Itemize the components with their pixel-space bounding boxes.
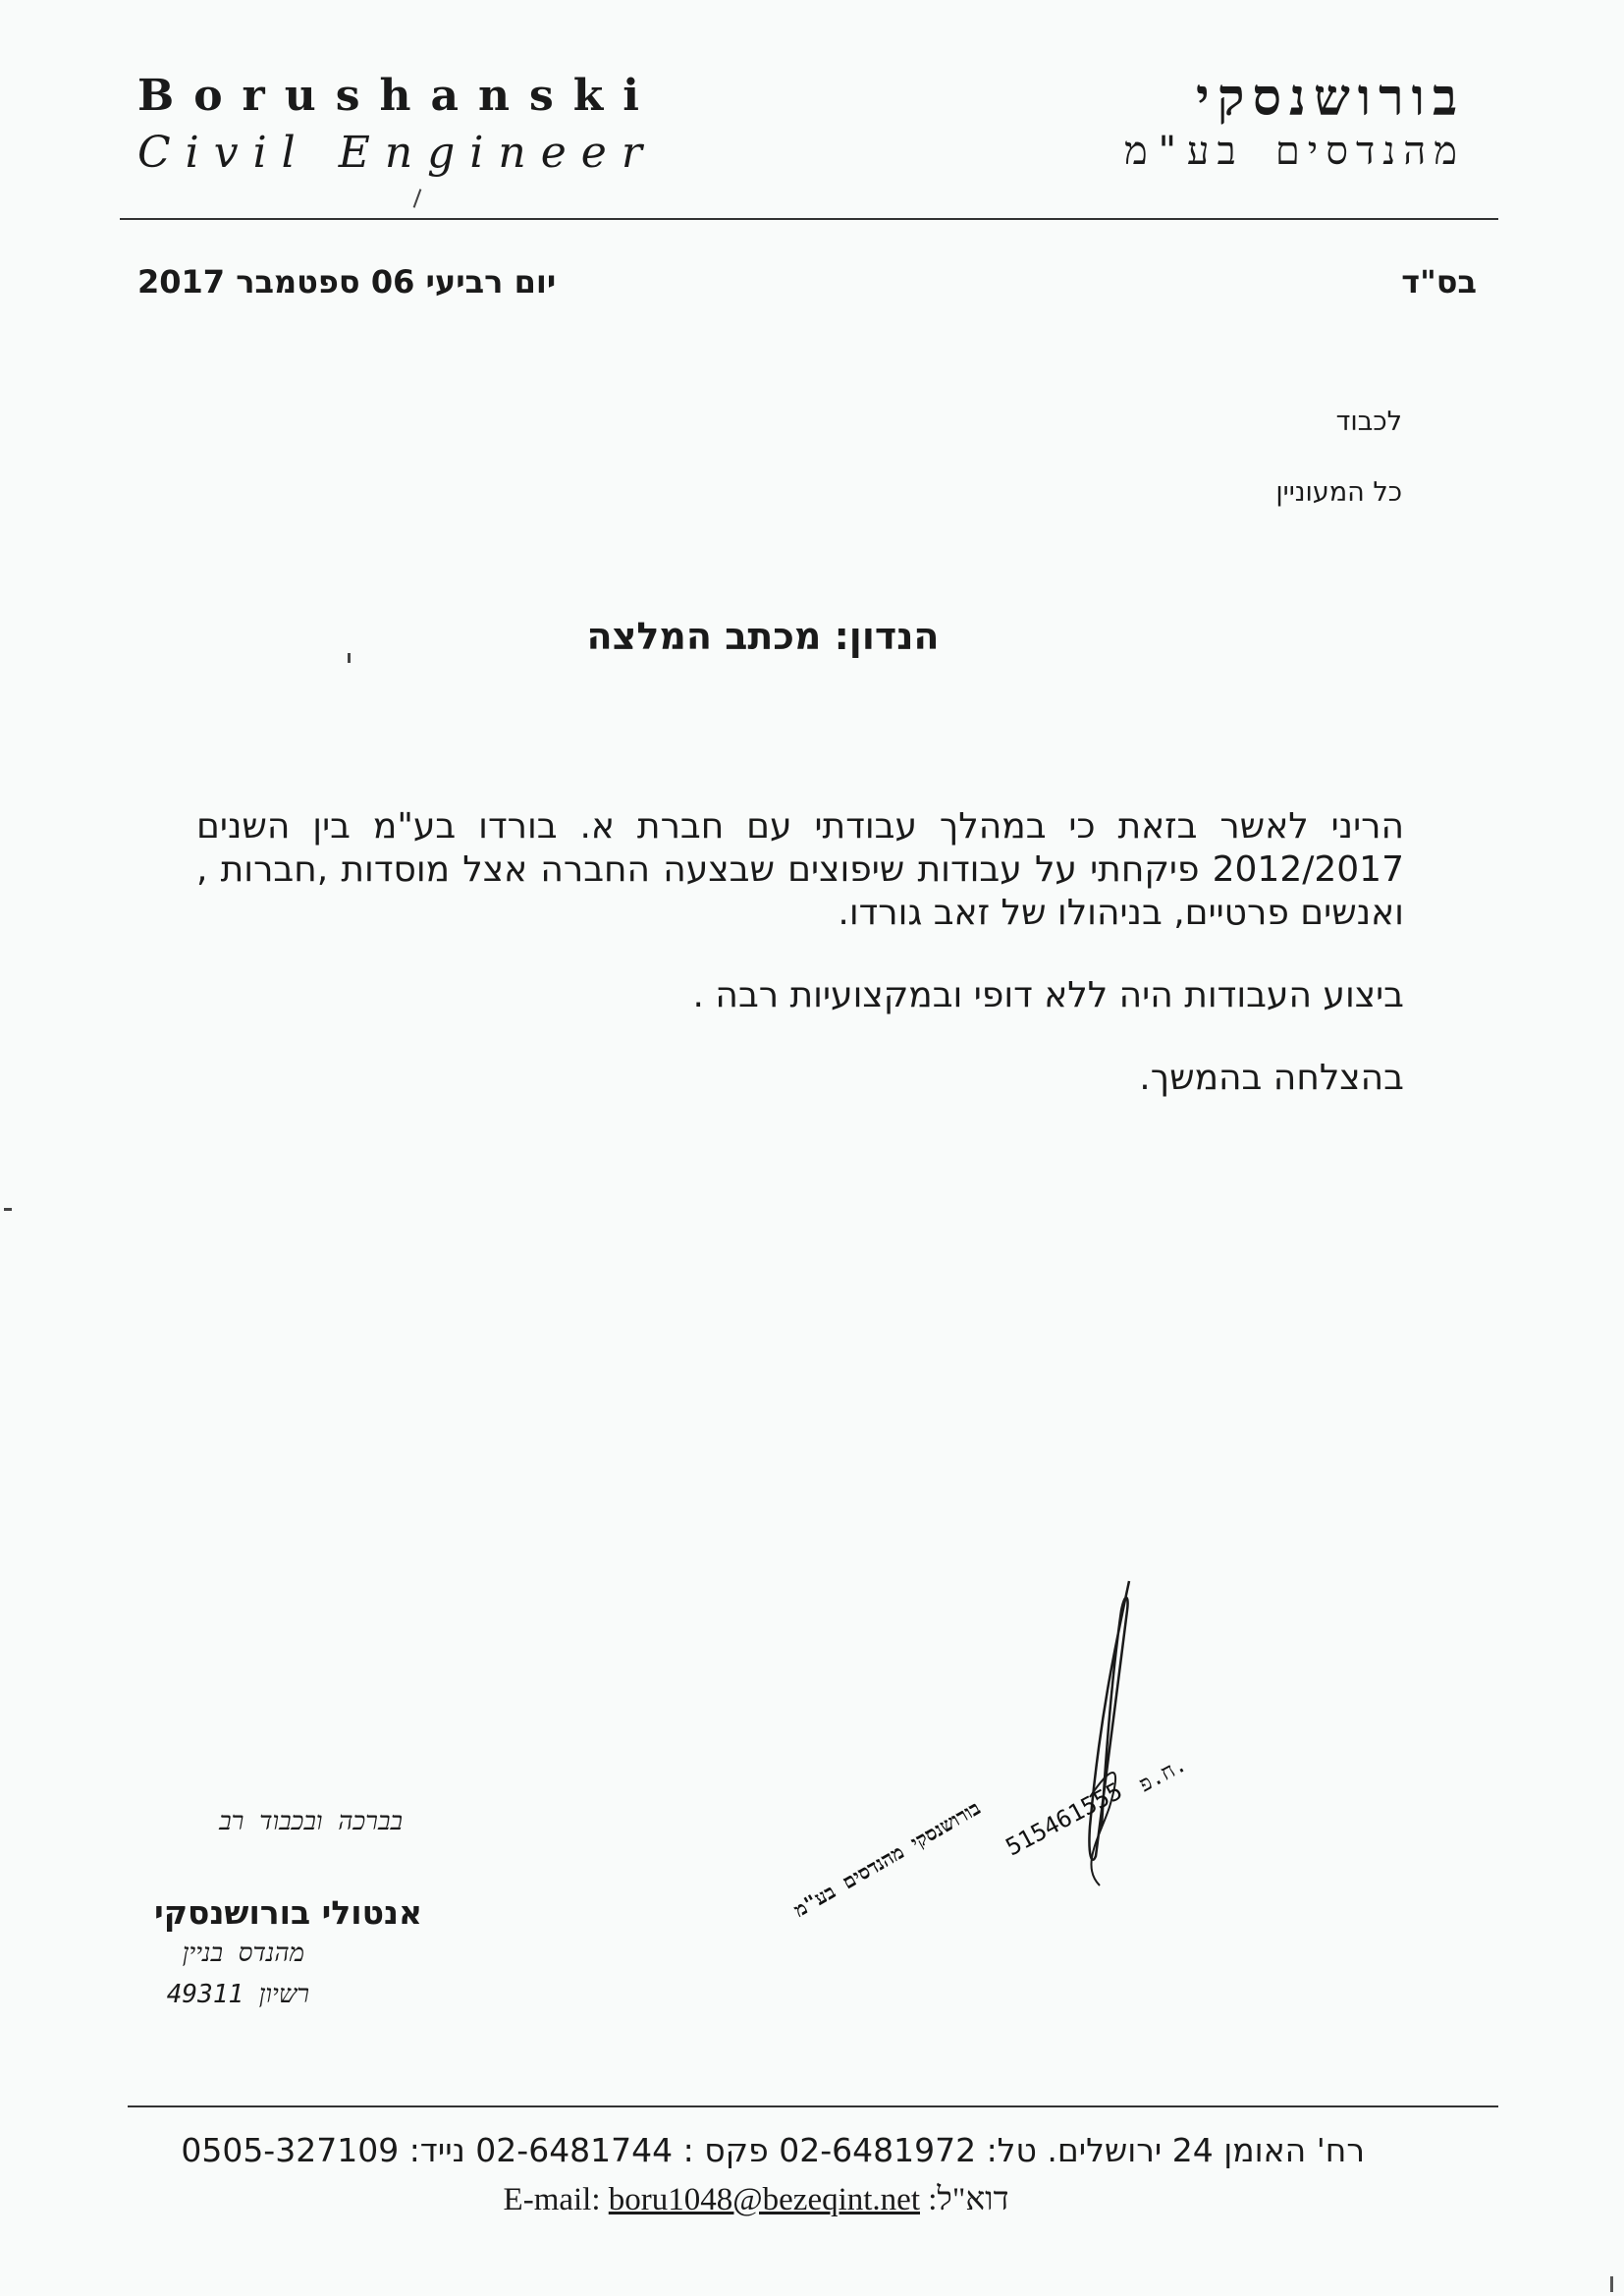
stamp-company-name: בורושנסקי מהנדסים בע"מ [789,1795,985,1922]
footer-divider [128,2105,1498,2107]
scan-speck [348,653,351,663]
email-link[interactable]: boru1048@bezeqint.net [608,2182,920,2217]
recipient-line-2: כל המעוניין [1275,477,1402,508]
body-paragraph-1: הריני לאשר בזאת כי במהלך עבודתי עם חברת א. בורדו בע"מ בין השנים 2012/2017 פיקחתי על עבודות שיפוצים שבצעה החברה אצל מוסדות ,חברות , ואנשים פרטיים, בניהולו של זאב גורדו. [196,806,1404,933]
body-paragraph-3: בהצלחה בהמשך. [1139,1058,1404,1098]
signer-license: רשיון 49311 [166,1980,309,2009]
stamp-id-label: ח.פ. [1135,1752,1191,1798]
signer-name: אנטולי בורושנסקי [154,1893,422,1932]
company-stamp-and-signature [789,1571,1257,1922]
signoff-regards: בברכה ובכבוד רב [219,1807,403,1836]
letter-subject [0,615,1624,658]
letter-date: יום רביעי 06 ספטמבר 2017 [137,263,557,301]
signer-title: מהנדס בניין [182,1939,304,1968]
letterhead-latin-subtitle: Civil Engineer [137,128,657,178]
pen-mark [413,189,422,207]
footer-email-line [412,2182,1100,2218]
email-prefix: E-mail: [503,2182,601,2217]
letterhead-latin-name: Borushanski [137,71,659,121]
letterhead-hebrew-name: בורושנסקי [1196,69,1465,128]
letterhead-hebrew-subtitle: מהנדסים בע"מ [1124,129,1465,174]
scan-edge-mark [1610,2276,1613,2292]
recipient-line-1: לכבוד [1335,407,1402,437]
bsd-mark: בס"ד [1401,263,1477,301]
header-divider [120,218,1498,220]
email-hebrew-label: דוא"ל: [928,2182,1009,2217]
body-paragraph-2: ביצוע העבודות היה ללא דופי ובמקצועיות רבה . [692,975,1404,1015]
letter-body [196,805,1404,1100]
scan-speck [4,1208,12,1211]
stamp-id-number: 515461555 [1001,1777,1127,1862]
footer-address-phones: רח' האומן 24 ירושלים. טל: 02-6481972 פקס : 02-6481744 נייד: 0505-327109 [181,2131,1365,2169]
letter-subject-text: הנדון: מכתב המלצה [586,615,940,658]
